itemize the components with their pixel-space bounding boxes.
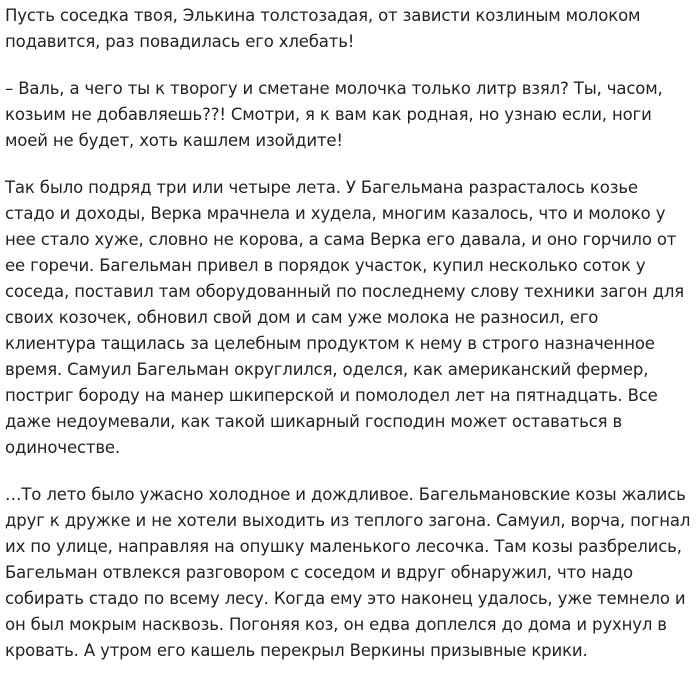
text-line: козьим не добавляешь??! Смотри, я к вам как родная, но узнаю если, ноги: [5, 105, 652, 124]
text-line: …То лето было ужасно холодное и дождливое. Багельмановские козы жались: [5, 485, 686, 504]
paragraph-1: [5, 0, 697, 55]
text-line: друг к дружке и не хотели выходить из теплого загона. Самуил, ворча, погнал: [5, 511, 691, 530]
text-line: стадо и доходы, Верка мрачнела и худела, многим казалось, что и молоко у: [5, 204, 666, 223]
text-line: клиентура тащилась за целебным продуктом к нему в строго назначенное: [5, 334, 655, 353]
text-line: подавится, раз повадилась его хлебать!: [5, 32, 355, 51]
paragraph-4: [5, 482, 697, 664]
text-line: он был мокрым насквозь. Погоняя коз, он едва доплелся до дома и рухнул в: [5, 615, 667, 634]
text-line: Так было подряд три или четыре лета. У Багельмана разрасталось козье: [5, 178, 638, 197]
paragraph-2: [5, 76, 697, 154]
paragraph-gap: [5, 461, 697, 482]
text-line: соседа, поставил там оборудованный по последнему слову техники загон для: [5, 282, 685, 301]
text-line: ее горечи. Багельман привел в порядок участок, купил несколько соток у: [5, 256, 646, 275]
text-line: – Валь, а чего ты к творогу и сметане молочка только литр взял? Ты, часом,: [5, 79, 663, 98]
article-text: [5, 0, 697, 664]
paragraph-gap: [5, 154, 697, 175]
text-line: собирать стадо по всему лесу. Когда ему это наконец удалось, уже темнело и: [5, 589, 686, 608]
paragraph-3: [5, 175, 697, 461]
text-line: моей не будет, хоть кашлем изойдите!: [5, 131, 343, 150]
text-line: кровать. А утром его кашель перекрыл Веркины призывные крики.: [5, 641, 588, 660]
text-line: нее стало хуже, словно не корова, а сама Верка его давала, и оно горчило от: [5, 230, 677, 249]
text-line: постриг бороду на манер шкиперской и помолодел лет на пятнадцать. Все: [5, 386, 658, 405]
text-line: своих козочек, обновил свой дом и сам уже молока не разносил, его: [5, 308, 599, 327]
text-line: их по улице, направляя на опушку маленького лесочка. Там козы разбрелись,: [5, 537, 682, 556]
text-line: даже недоумевали, как такой шикарный господин может оставаться в: [5, 412, 623, 431]
paragraph-gap: [5, 55, 697, 76]
text-line: Багельман отвлекся разговором с соседом и вдруг обнаружил, что надо: [5, 563, 633, 582]
text-line: одиночестве.: [5, 438, 121, 457]
text-line: время. Самуил Багельман округлился, оделся, как американский фермер,: [5, 360, 649, 379]
text-line: Пусть соседка твоя, Элькина толстозадая, от зависти козлиным молоком: [5, 6, 641, 25]
